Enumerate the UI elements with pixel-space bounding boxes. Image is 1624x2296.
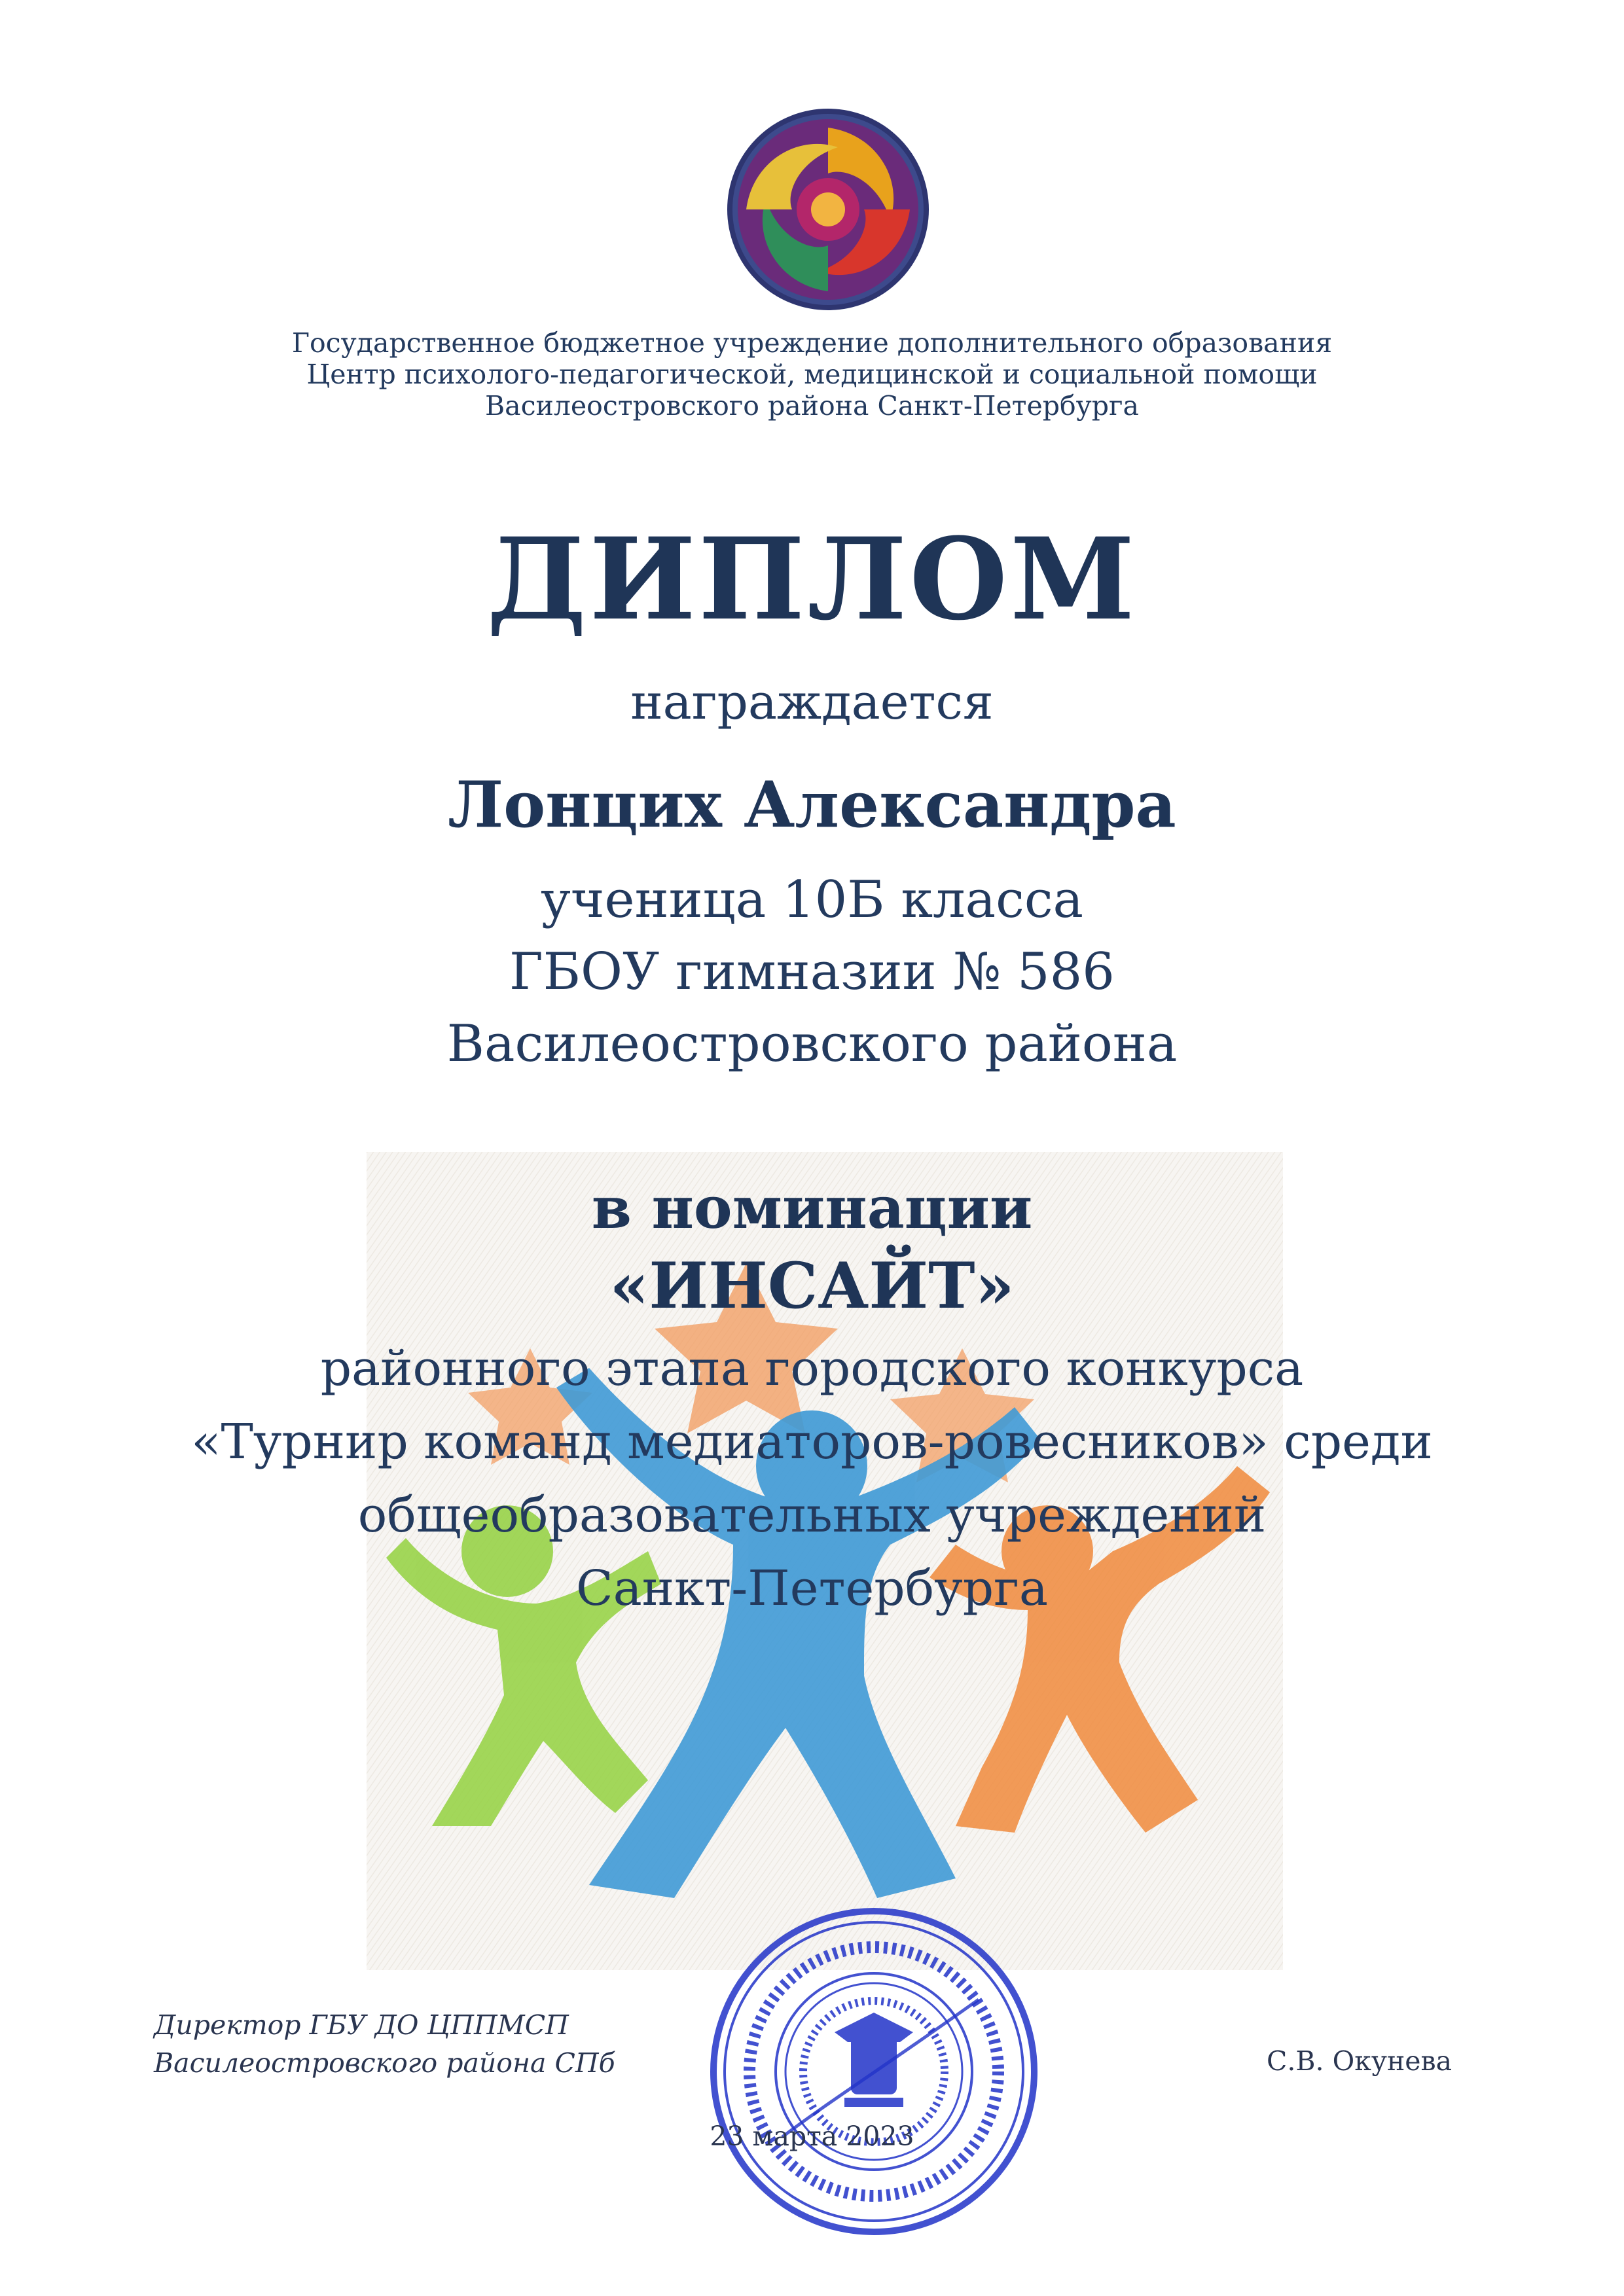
signer-position [154,2006,615,2082]
signer-position-line: Василеостровского района СПб [154,2047,615,2079]
organization-header [0,327,1624,422]
signer-position-line: Директор ГБУ ДО ЦППМСП [154,2009,569,2041]
recipient-info-line: Василеостровского района [446,1014,1178,1073]
contest-line: общеобразовательных учреждений [357,1487,1267,1543]
recipient-info [0,864,1624,1080]
organization-line: Государственное бюджетное учреждение дополнительного образования [291,327,1333,359]
organization-line: Центр психолого-педагогической, медицинской и социальной помощи [306,359,1318,390]
nomination-label: в номинации [591,1174,1033,1242]
contest-description [0,1332,1624,1625]
organization-logo-icon [727,108,929,311]
recipient-name: Лонцих Александра [448,768,1176,842]
nomination-title: «ИНСАЙТ» [609,1249,1015,1323]
contest-line: «Турнир команд медиаторов-ровесников» среди [191,1414,1433,1470]
official-seal-icon [704,1901,1044,2242]
organization-line: Василеостровского района Санкт-Петербурга [485,390,1139,422]
awarded-text: награждается [630,674,994,730]
contest-line: Санкт-Петербурга [575,1560,1049,1617]
signer-name: С.В. Окунева [1267,2045,1453,2077]
recipient-info-line: ученица 10Б класса [540,870,1084,929]
recipient-info-line: ГБОУ гимназии № 586 [509,942,1115,1001]
diploma-title: ДИПЛОМ [486,512,1138,645]
contest-line: районного этапа городского конкурса [320,1340,1304,1397]
diploma-date: 23 марта 2023 [710,2121,914,2152]
